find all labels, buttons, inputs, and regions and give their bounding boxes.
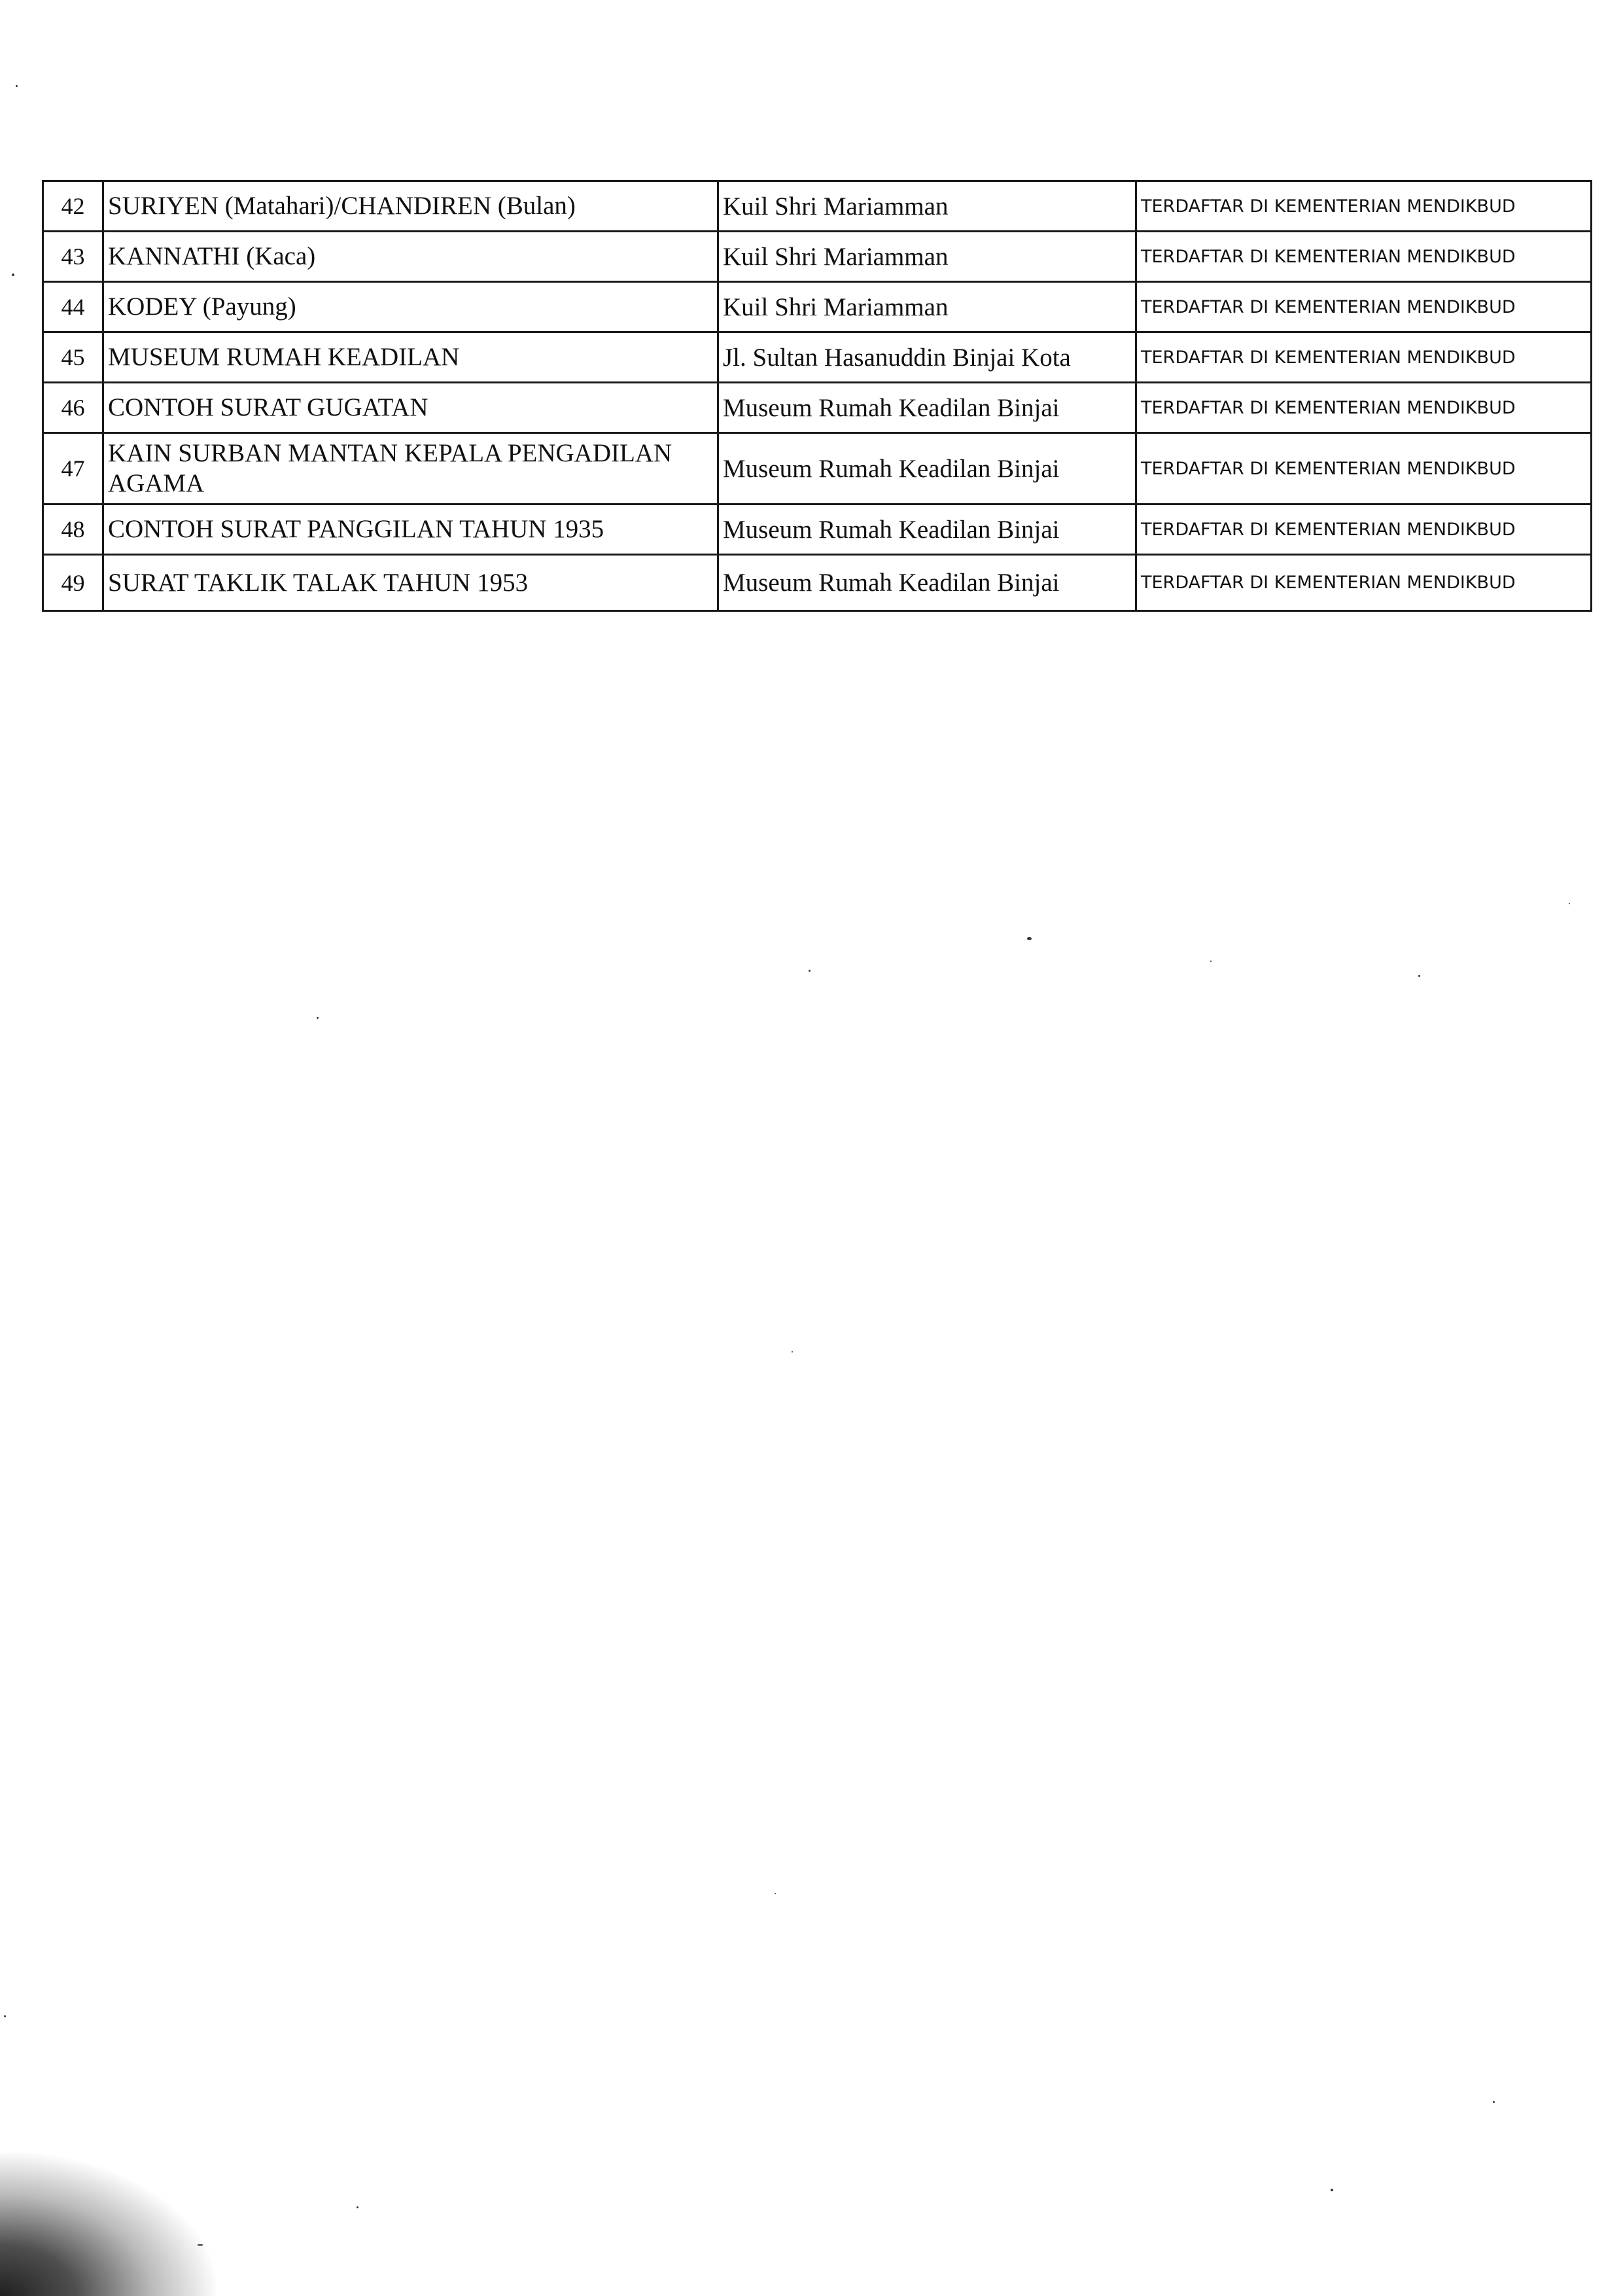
item-location: Museum Rumah Keadilan Binjai (718, 433, 1136, 504)
item-status: TERDAFTAR DI KEMENTERIAN MENDIKBUD (1136, 433, 1592, 504)
table-row (43, 383, 1592, 433)
row-number: 43 (43, 232, 103, 282)
item-name: CONTOH SURAT PANGGILAN TAHUN 1935 (103, 504, 718, 555)
item-name: SURIYEN (Matahari)/CHANDIREN (Bulan) (103, 181, 718, 232)
scan-speck (1027, 937, 1032, 940)
item-status: TERDAFTAR DI KEMENTERIAN MENDIKBUD (1136, 332, 1592, 383)
item-name: KANNATHI (Kaca) (103, 232, 718, 282)
scan-speck (16, 85, 18, 87)
row-number: 44 (43, 282, 103, 332)
item-location: Museum Rumah Keadilan Binjai (718, 383, 1136, 433)
item-name: CONTOH SURAT GUGATAN (103, 383, 718, 433)
table-row (43, 433, 1592, 504)
table-row (43, 504, 1592, 555)
scan-speck (4, 2015, 6, 2017)
scan-smudge (0, 2153, 216, 2296)
item-status: TERDAFTAR DI KEMENTERIAN MENDIKBUD (1136, 383, 1592, 433)
item-name: KODEY (Payung) (103, 282, 718, 332)
item-location: Kuil Shri Mariamman (718, 232, 1136, 282)
item-location: Kuil Shri Mariamman (718, 181, 1136, 232)
scan-speck (1210, 961, 1212, 962)
item-status: TERDAFTAR DI KEMENTERIAN MENDIKBUD (1136, 232, 1592, 282)
item-name: KAIN SURBAN MANTAN KEPALA PENGADILAN AGAMA (103, 433, 718, 504)
table-row (43, 332, 1592, 383)
scan-speck (792, 1351, 793, 1352)
row-number: 47 (43, 433, 103, 504)
row-number: 48 (43, 504, 103, 555)
table-row (43, 181, 1592, 232)
row-number: 49 (43, 555, 103, 611)
item-status: TERDAFTAR DI KEMENTERIAN MENDIKBUD (1136, 282, 1592, 332)
item-status: TERDAFTAR DI KEMENTERIAN MENDIKBUD (1136, 504, 1592, 555)
item-location: Kuil Shri Mariamman (718, 282, 1136, 332)
item-name: MUSEUM RUMAH KEADILAN (103, 332, 718, 383)
item-status: TERDAFTAR DI KEMENTERIAN MENDIKBUD (1136, 181, 1592, 232)
scan-speck (1493, 2101, 1495, 2103)
scan-speck (317, 1017, 319, 1019)
row-number: 42 (43, 181, 103, 232)
scan-speck (775, 1893, 776, 1894)
item-location: Jl. Sultan Hasanuddin Binjai Kota (718, 332, 1136, 383)
item-name: SURAT TAKLIK TALAK TAHUN 1953 (103, 555, 718, 611)
item-location: Museum Rumah Keadilan Binjai (718, 555, 1136, 611)
scan-speck (809, 970, 811, 972)
registry-table (42, 180, 1592, 612)
item-location: Museum Rumah Keadilan Binjai (718, 504, 1136, 555)
item-status: TERDAFTAR DI KEMENTERIAN MENDIKBUD (1136, 555, 1592, 611)
table-row (43, 555, 1592, 611)
scan-speck (1569, 903, 1570, 904)
table-row (43, 282, 1592, 332)
scan-speck (357, 2206, 358, 2208)
scan-speck (1331, 2189, 1333, 2191)
scan-speck (1418, 975, 1420, 977)
row-number: 45 (43, 332, 103, 383)
row-number: 46 (43, 383, 103, 433)
scan-speck (12, 274, 14, 276)
table-row (43, 232, 1592, 282)
